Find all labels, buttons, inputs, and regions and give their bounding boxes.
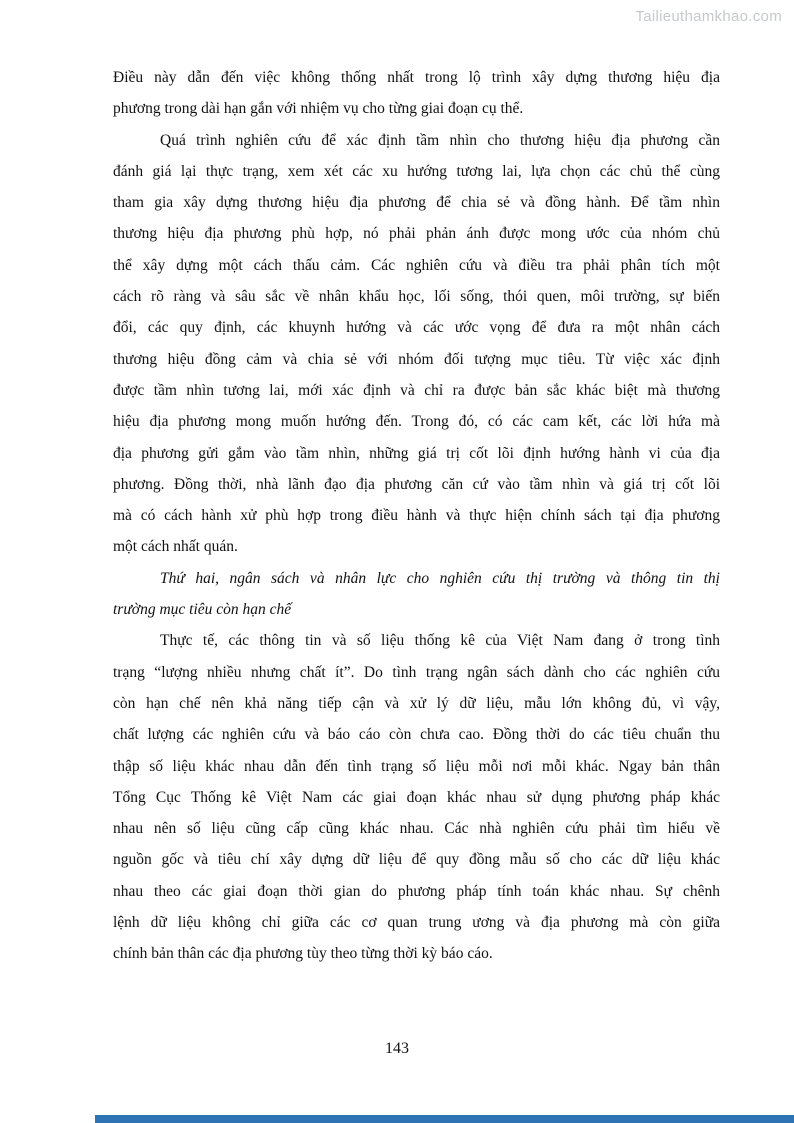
text-line: chất lượng các nghiên cứu và báo cáo còn chưa cao. Đồng thời do các tiêu chuẩn thu — [113, 726, 720, 744]
text-line: chính bản thân các địa phương tùy theo từng thời kỳ báo cáo. — [113, 945, 493, 963]
text-line: phương. Đồng thời, nhà lãnh đạo địa phương căn cứ vào tầm nhìn và giá trị cốt lõi — [113, 475, 720, 493]
text-line: Quá trình nghiên cứu để xác định tầm nhìn cho thương hiệu địa phương cần — [160, 131, 720, 149]
text-line: trường mục tiêu còn hạn chế — [113, 601, 292, 619]
page-number: 143 — [385, 1040, 409, 1057]
footer-accent-bar — [95, 1115, 794, 1123]
text-line: cách rõ ràng và sâu sắc về nhân khẩu học, lối sống, thói quen, môi trường, sự biến — [113, 288, 720, 306]
text-line: nhau theo các giai đoạn thời gian do phương pháp tính toán khác nhau. Sự chênh — [113, 882, 720, 900]
text-line: Thực tế, các thông tin và số liệu thống kê của Việt Nam đang ở trong tình — [160, 632, 720, 650]
text-line: được tầm nhìn tương lai, mới xác định và chỉ ra được bản sắc khác biệt mà thương — [113, 381, 720, 399]
watermark-text: Tailieuthamkhao.com — [635, 8, 782, 25]
text-line: thập số liệu khác nhau dẫn đến tình trạng số liệu mỗi nơi mỗi khác. Ngay bản thân — [113, 757, 720, 775]
text-line: nhau nên số liệu cũng cấp cũng khác nhau. Các nhà nghiên cứu phải tìm hiểu về — [113, 820, 720, 838]
text-line: Điều này dẫn đến việc không thống nhất trong lộ trình xây dựng thương hiệu địa — [113, 69, 720, 86]
text-line: địa phương gửi gắm vào tầm nhìn, những giá trị cốt lõi định hướng hành vi của địa — [113, 444, 720, 462]
text-line: phương trong dài hạn gắn với nhiệm vụ cho từng giai đoạn cụ thể. — [113, 100, 524, 118]
text-line: Tổng Cục Thống kê Việt Nam các giai đoạn khác nhau sử dụng phương pháp khác — [113, 788, 720, 806]
text-line: lệnh dữ liệu không chỉ giữa các cơ quan trung ương và địa phương mà còn giữa — [113, 914, 720, 932]
text-line: đổi, các quy định, các khuynh hướng và các ước vọng để đưa ra một nhân cách — [113, 319, 720, 337]
text-line: còn hạn chế nên khả năng tiếp cận và xử lý dữ liệu, mẫu lớn không đủ, vì vậy, — [113, 694, 720, 712]
text-line: thương hiệu địa phương phù hợp, nó phải phản ánh được mong ước của nhóm chủ — [113, 225, 720, 243]
text-line: thương hiệu đồng cảm và chia sẻ với nhóm đối tượng mục tiêu. Từ việc xác định — [113, 350, 720, 368]
text-line: mà có cách hành xử phù hợp trong điều hành và thực hiện chính sách tại địa phương — [113, 507, 720, 525]
text-line: thể xây dựng một cách thấu cảm. Các nghiên cứu và điều tra phải phân tích một — [113, 256, 720, 274]
text-line: hiệu địa phương mong muốn hướng đến. Trong đó, có các cam kết, các lời hứa mà — [113, 413, 720, 431]
text-line: tham gia xây dựng thương hiệu địa phương để chia sẻ và đồng hành. Để tầm nhìn — [113, 194, 720, 212]
text-line: trạng “lượng nhiều nhưng chất ít”. Do tình trạng ngân sách dành cho các nghiên cứu — [113, 663, 720, 681]
text-line: nguồn gốc và tiêu chí xây dựng dữ liệu để quy đồng mẫu số cho các dữ liệu khác — [113, 851, 720, 869]
text-line: một cách nhất quán. — [113, 538, 238, 556]
text-line: đánh giá lại thực trạng, xem xét các xu hướng tương lai, lựa chọn các chủ thể cùng — [113, 162, 720, 180]
text-line: Thứ hai, ngân sách và nhân lực cho nghiên cứu thị trường và thông tin thị — [160, 569, 720, 587]
document-body — [113, 62, 720, 970]
